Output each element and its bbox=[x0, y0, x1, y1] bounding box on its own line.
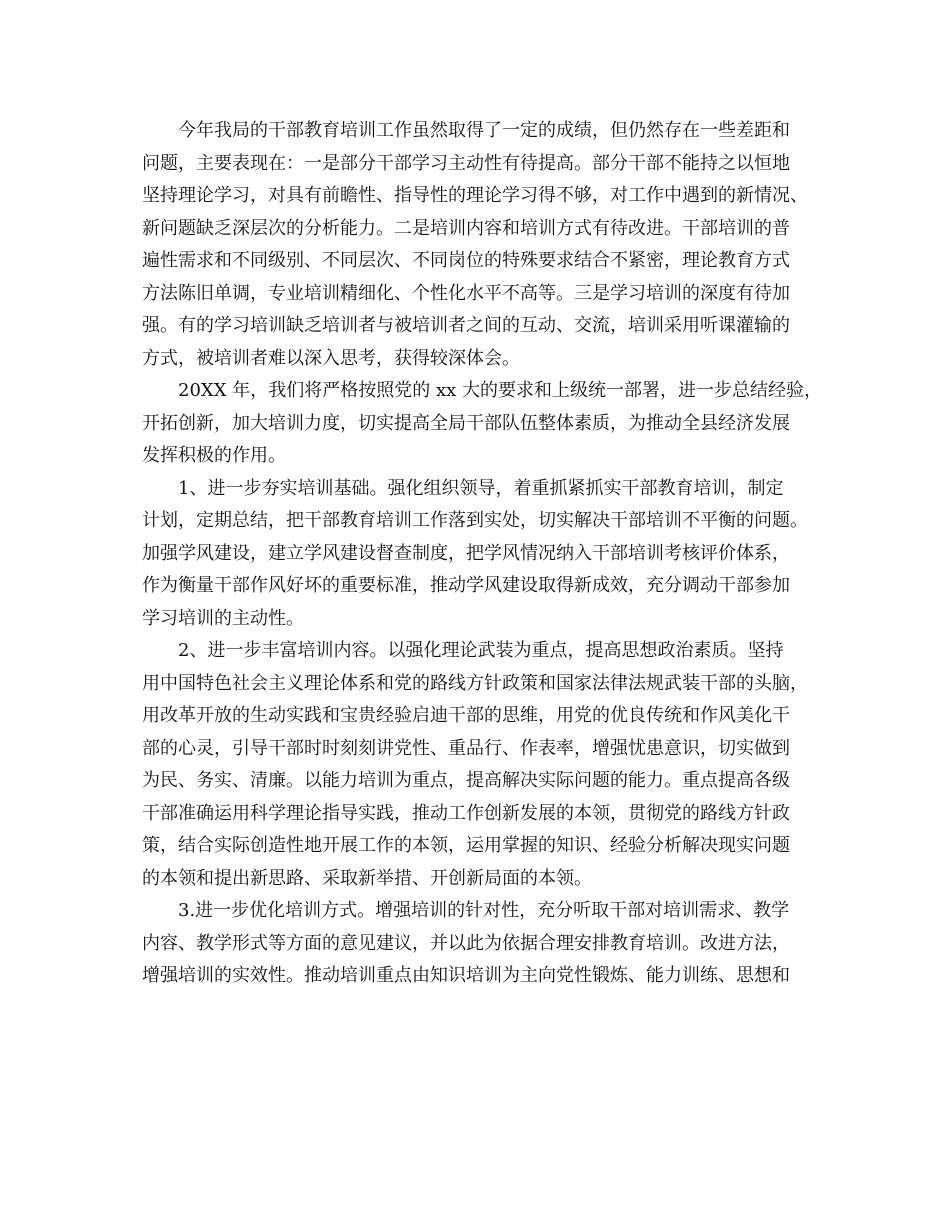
paragraph-item-3 bbox=[142, 895, 822, 993]
document-body bbox=[142, 115, 822, 993]
text-line: 学习培训的主动性。 bbox=[142, 607, 304, 629]
text-line: 用改革开放的生动实践和宝贵经验启迪干部的思维，用党的优良传统和作风美化干 bbox=[142, 705, 790, 726]
text-line: 加强学风建设，建立学风建设督查制度，把学风情况纳入干部培训考核评价体系， bbox=[142, 542, 790, 564]
text-line: 20XX 年，我们将严格按照党的 xx 大的要求和上级统一部署，进一步总结经验， bbox=[178, 380, 822, 401]
text-line: 新问题缺乏深层次的分析能力。二是培训内容和培训方式有待改进。干部培训的普 bbox=[142, 217, 790, 239]
text-line: 增强培训的实效性。推动培训重点由知识培训为主向党性锻炼、能力训练、思想和 bbox=[142, 965, 790, 986]
text-line: 2、进一步丰富培训内容。以强化理论武装为重点，提高思想政治素质。坚持 bbox=[178, 640, 784, 661]
text-line: 遍性需求和不同级别、不同层次、不同岗位的特殊要求结合不紧密，理论教育方式 bbox=[142, 250, 790, 271]
text-line: 方法陈旧单调，专业培训精细化、个性化水平不高等。三是学习培训的深度有待加 bbox=[142, 282, 790, 304]
text-line: 用中国特色社会主义理论体系和党的路线方针政策和国家法律法规武装干部的头脑， bbox=[142, 672, 808, 694]
text-line: 3.进一步优化培训方式。增强培训的针对性，充分听取干部对培训需求、教学 bbox=[178, 900, 790, 921]
paragraph-problems bbox=[142, 115, 822, 375]
text-line: 作为衡量干部作风好坏的重要标准，推动学风建设取得新成效，充分调动干部参加 bbox=[142, 575, 790, 596]
paragraph-item-1 bbox=[142, 473, 822, 636]
text-line: 策，结合实际创造性地开展工作的本领，运用掌握的知识、经验分析解决现实问题 bbox=[142, 835, 790, 856]
text-line: 今年我局的干部教育培训工作虽然取得了一定的成绩，但仍然存在一些差距和 bbox=[178, 120, 790, 141]
text-line: 的本领和提出新思路、采取新举措、开创新局面的本领。 bbox=[142, 867, 592, 889]
text-line: 开拓创新，加大培训力度，切实提高全局干部队伍整体素质，为推动全县经济发展 bbox=[142, 412, 790, 434]
text-line: 计划，定期总结，把干部教育培训工作落到实处，切实解决干部培训不平衡的问题。 bbox=[142, 510, 808, 531]
text-line: 强。有的学习培训缺乏培训者与被培训者之间的互动、交流，培训采用听课灌输的 bbox=[142, 315, 790, 336]
text-line: 内容、教学形式等方面的意见建议，并以此为依据合理安排教育培训。改进方法， bbox=[142, 932, 790, 954]
paragraph-item-2 bbox=[142, 635, 822, 895]
text-line: 发挥积极的作用。 bbox=[142, 445, 286, 466]
text-line: 部的心灵，引导干部时时刻刻讲党性、重品行、作表率，增强忧患意识，切实做到 bbox=[142, 737, 790, 759]
text-line: 坚持理论学习，对具有前瞻性、指导性的理论学习得不够，对工作中遇到的新情况、 bbox=[142, 185, 808, 206]
text-line: 为民、务实、清廉。以能力培训为重点，提高解决实际问题的能力。重点提高各级 bbox=[142, 770, 790, 791]
text-line: 方式，被培训者难以深入思考，获得较深体会。 bbox=[142, 347, 520, 369]
paragraph-plan-intro bbox=[142, 375, 822, 473]
text-line: 问题，主要表现在：一是部分干部学习主动性有待提高。部分干部不能持之以恒地 bbox=[142, 152, 790, 174]
text-line: 干部准确运用科学理论指导实践，推动工作创新发展的本领，贯彻党的路线方针政 bbox=[142, 802, 790, 824]
text-line: 1、进一步夯实培训基础。强化组织领导，着重抓紧抓实干部教育培训，制定 bbox=[178, 477, 784, 499]
